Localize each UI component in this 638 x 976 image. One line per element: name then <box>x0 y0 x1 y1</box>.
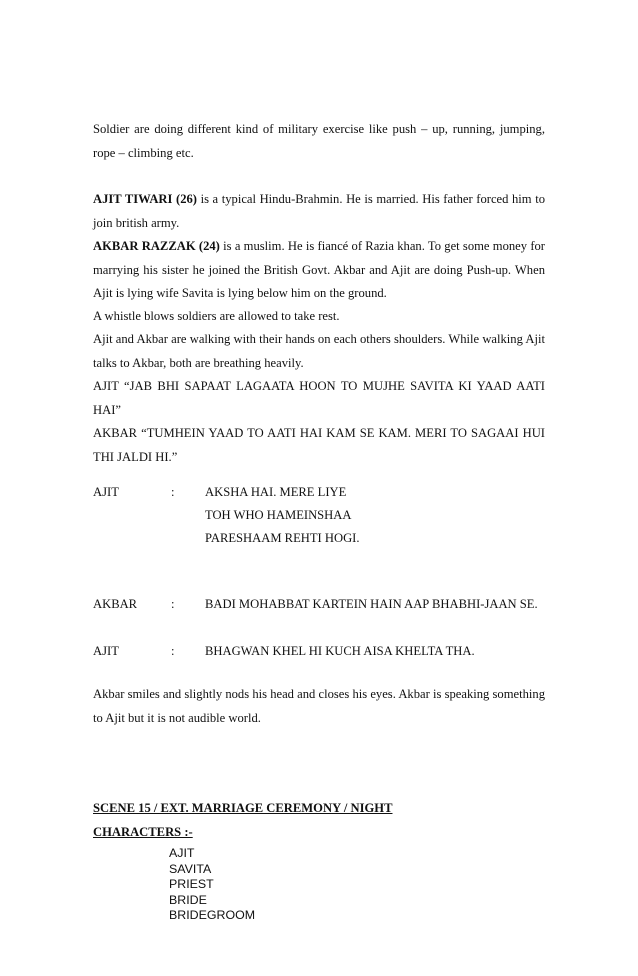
speaker-colon: : <box>171 597 175 611</box>
character-list <box>169 846 255 924</box>
action-paragraph-walking <box>93 328 545 375</box>
paragraph-text: AKBAR “TUMHEIN YAAD TO AATI HAI KAM SE KAM. MERI TO SAGAAI HUI THI JALDI HI.” <box>93 426 545 464</box>
speaker-name: AJIT <box>93 485 119 499</box>
character-intro-ajit <box>93 188 545 235</box>
character-list-item: BRIDE <box>169 892 207 907</box>
action-paragraph-exercise <box>93 118 545 165</box>
characters-heading: CHARACTERS :- <box>93 825 193 839</box>
character-name: AKBAR RAZZAK (24) <box>93 239 220 253</box>
scene-heading: SCENE 15 / EXT. MARRIAGE CEREMONY / NIGHT <box>93 801 393 815</box>
dialogue-line: AKSHA HAI. MERE LIYE <box>205 485 347 499</box>
dialogue-line: PARESHAAM REHTI HOGI. <box>205 531 360 545</box>
speaker-name: AKBAR <box>93 597 138 611</box>
character-list-item: BRIDEGROOM <box>169 908 256 923</box>
character-description: is a muslim. He is fiancé of Razia khan. To get some money for marrying his sister he joined the British Govt. Akbar and Ajit are doing Push-up. When Ajit is lying wife Savita is lying below him on the ground. <box>93 239 546 300</box>
speaker-name: AJIT <box>93 644 119 658</box>
character-list-item: AJIT <box>169 846 195 860</box>
character-name: AJIT TIWARI (26) <box>93 192 197 206</box>
character-list-item: SAVITA <box>169 861 212 876</box>
paragraph-text: A whistle blows soldiers are allowed to take rest. <box>93 309 340 323</box>
dialogue-line: TOH WHO HAMEINSHAA <box>205 508 352 522</box>
dialogue-line: BADI MOHABBAT KARTEIN HAIN AAP BHABHI-JAAN SE. <box>205 597 538 611</box>
dialogue-ajit-savita <box>93 375 545 422</box>
paragraph-text: Ajit and Akbar are walking with their hands on each others shoulders. While walking Ajit talks to Akbar, both are breathing heavily. <box>93 332 545 370</box>
dialogue-line: BHAGWAN KHEL HI KUCH AISA KHELTA THA. <box>205 644 475 658</box>
character-description: is a typical Hindu-Brahmin. He is married. His father forced him to join british army. <box>93 192 545 230</box>
dialogue-akbar-sagaai <box>93 422 545 469</box>
speaker-colon: : <box>171 644 175 658</box>
paragraph-text: Soldier are doing different kind of military exercise like push – up, running, jumping, rope – climbing etc. <box>93 122 545 160</box>
action-paragraph-whistle <box>93 305 545 329</box>
paragraph-text: Akbar smiles and slightly nods his head and closes his eyes. Akbar is speaking something to Ajit but it is not audible world. <box>93 687 545 725</box>
action-paragraph-smiles <box>93 683 545 730</box>
paragraph-text: AJIT “JAB BHI SAPAAT LAGAATA HOON TO MUJHE SAVITA KI YAAD AATI HAI” <box>93 379 545 417</box>
character-intro-akbar <box>93 235 545 306</box>
character-list-item: PRIEST <box>169 877 214 892</box>
speaker-colon: : <box>171 485 175 499</box>
